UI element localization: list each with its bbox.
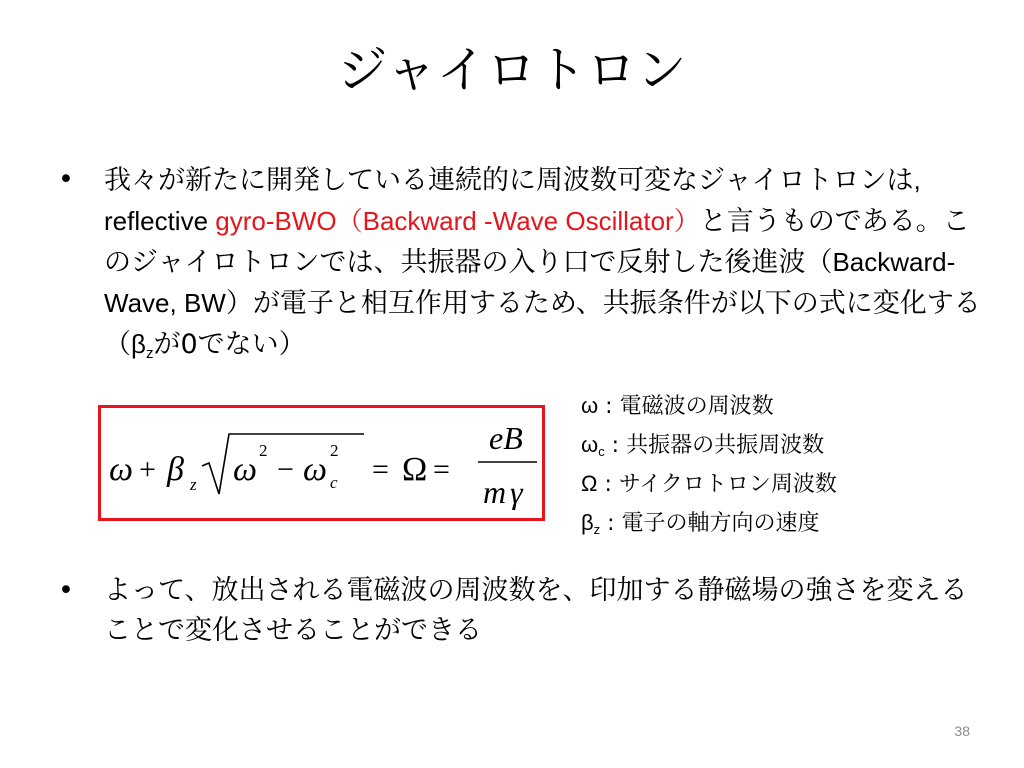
formula-Omega: Ω (402, 451, 428, 488)
formula-omega: ω (109, 451, 134, 488)
resonance-formula (101, 408, 542, 518)
formula-equals: = (433, 453, 450, 486)
formula-sub-c: c (330, 473, 338, 492)
formula-beta: β (167, 451, 184, 488)
formula-denominator-m: m (483, 474, 507, 510)
bullet-item-gyrotron-description (58, 160, 988, 374)
legend-symbol: β (581, 510, 594, 535)
legend-text: : 電子の軸方向の速度 (600, 511, 820, 536)
formula-sub-z: z (190, 475, 197, 494)
legend-symbol: ω (581, 432, 599, 457)
legend-item-Omega (581, 468, 837, 507)
bullet-text (104, 160, 988, 374)
bullet-text-part: と言うものである。このジャイロトロンでは、共振器の入り口で反射した後進波（ (104, 206, 970, 278)
page-number: 38 (954, 723, 970, 739)
formula-sup-2: 2 (330, 441, 339, 460)
bullet-icon: • (58, 575, 74, 606)
formula-minus: − (277, 453, 294, 486)
formula-equals: = (372, 453, 389, 486)
legend-subscript: c (598, 444, 605, 459)
gyro-bwo-highlight: gyro-BWO（Backward -Wave Oscillator） (215, 206, 700, 236)
formula-omega: ω (233, 451, 258, 488)
formula-numerator: eB (489, 420, 523, 456)
bullet-text: よって、放出される電磁波の周波数を、印加する静磁場の強さを変えることで変化させることができる (104, 575, 968, 646)
legend-text: : サイクロトロン周波数 (597, 472, 837, 497)
legend-text: : 共振器の共振周波数 (604, 433, 825, 458)
symbol-legend (581, 390, 837, 546)
slide-title: ジャイロトロン (337, 41, 687, 99)
legend-item-omega (581, 390, 837, 429)
legend-symbol: ω (581, 393, 599, 418)
bullet-text-part: 我々が新たに開発している連続的に周波数可変なジャイロトロンは (104, 165, 914, 196)
legend-subscript: z (593, 522, 601, 537)
formula-box (98, 405, 545, 521)
formula-omega-c: ω (303, 451, 328, 488)
legend-symbol: Ω (581, 471, 598, 496)
formula-sup-2: 2 (259, 441, 268, 460)
bullet-text-part: が0でない） (153, 329, 306, 360)
legend-item-omega-c (581, 429, 837, 468)
beta-subscript: z (145, 345, 154, 362)
beta-symbol: β (131, 329, 146, 359)
bullet-text-part: Backward-Wave, BW (104, 247, 956, 318)
bullet-text-part: ）が電子と相互作用するため、共振条件が以下の式に変化する（ (104, 288, 981, 360)
formula-plus: + (139, 453, 156, 486)
legend-item-beta-z (581, 507, 837, 546)
bullet-item-conclusion (58, 571, 988, 651)
formula-denominator-gamma: γ (510, 474, 523, 510)
legend-text: : 電磁波の周波数 (598, 394, 774, 419)
bullet-icon: • (58, 164, 74, 195)
bullet-text-part: , reflective (104, 165, 921, 236)
